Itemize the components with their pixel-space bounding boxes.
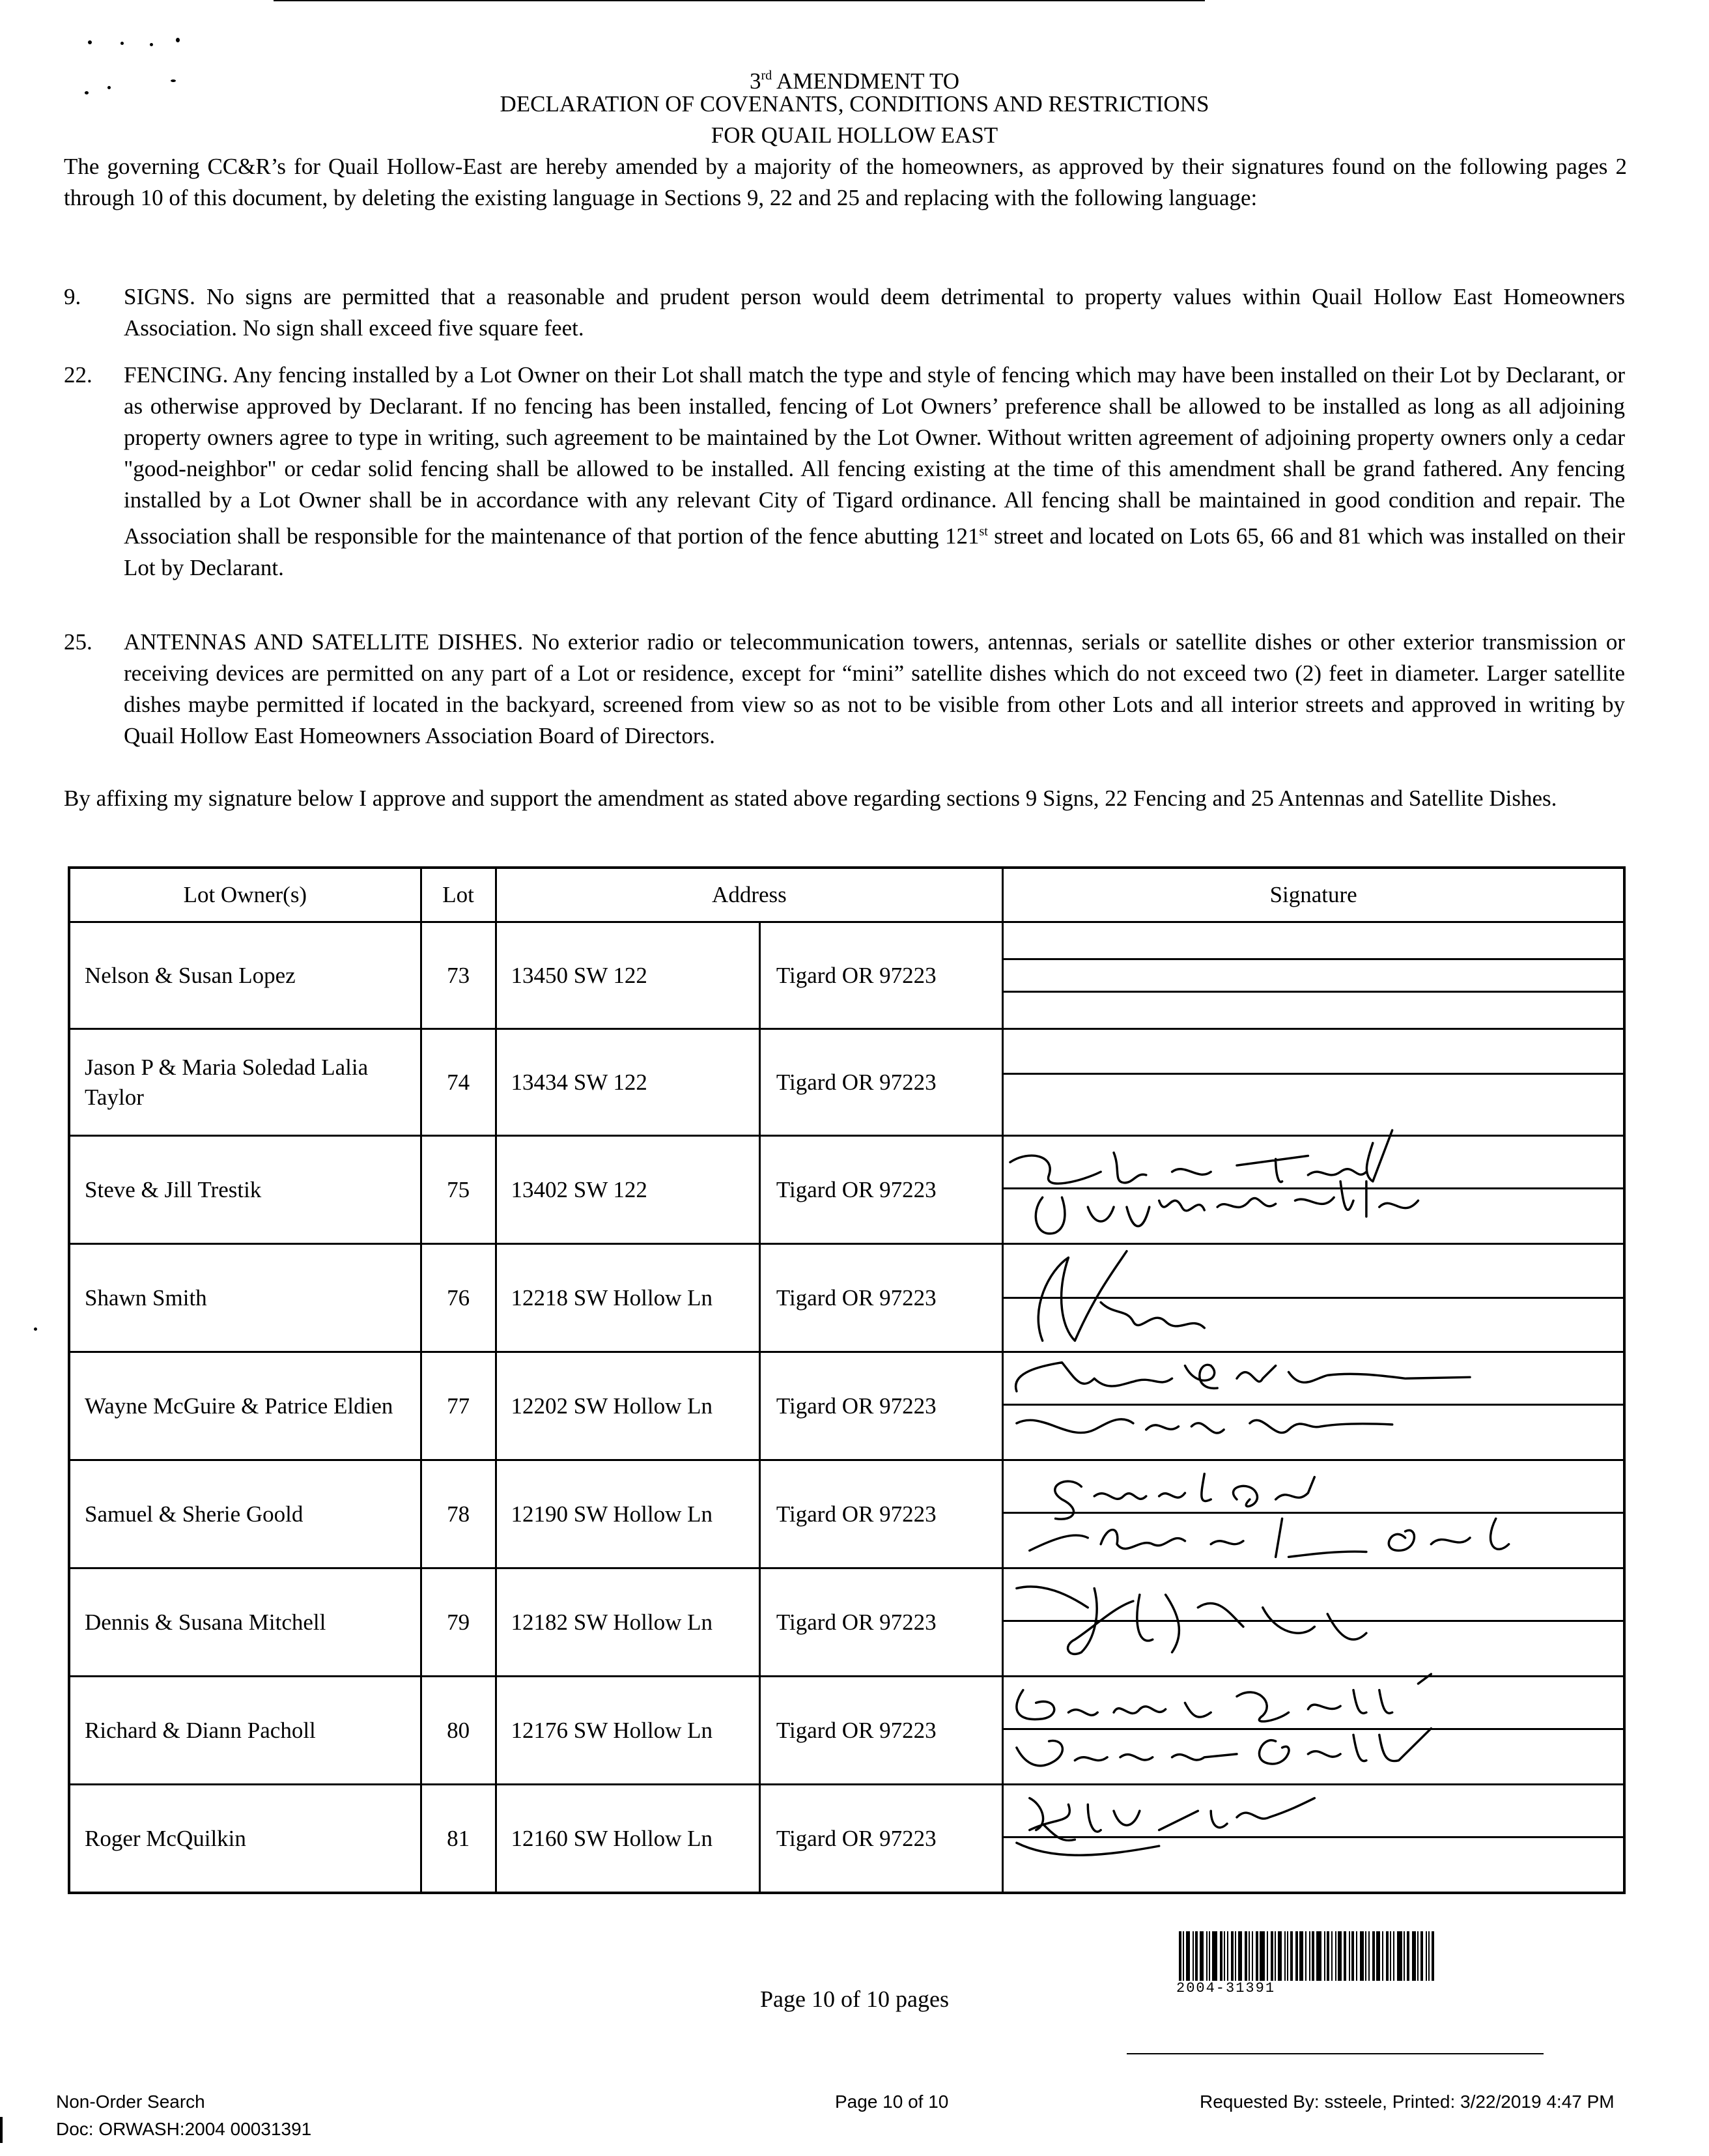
city-state-zip: Tigard OR 97223 — [759, 1352, 1002, 1460]
signature-line — [1004, 991, 1623, 993]
barcode-bar — [1206, 1931, 1208, 1981]
signature-cell — [1003, 922, 1624, 1029]
handwritten-signature — [1004, 1785, 1623, 1892]
owner-name: Samuel & Sherie Goold — [69, 1460, 421, 1568]
barcode-number: 2004-31391 — [1176, 1980, 1276, 1996]
barcode-bar — [1227, 1931, 1228, 1981]
barcode-bar — [1195, 1931, 1198, 1981]
barcode-bar — [1426, 1931, 1427, 1981]
barcode-bar — [1386, 1931, 1389, 1981]
city-state-zip: Tigard OR 97223 — [759, 1568, 1002, 1677]
barcode-bar — [1356, 1931, 1357, 1981]
signature-cell — [1003, 1460, 1624, 1568]
signature-cell — [1003, 1677, 1624, 1785]
barcode-bar — [1212, 1931, 1217, 1981]
city-state-zip: Tigard OR 97223 — [759, 1244, 1002, 1352]
table-row — [69, 1136, 1624, 1244]
barcode-bar — [1224, 1931, 1225, 1981]
barcode-bar — [1397, 1931, 1402, 1981]
handwritten-signature — [1004, 1245, 1623, 1351]
city-state-zip: Tigard OR 97223 — [759, 1460, 1002, 1568]
barcode-bar — [1252, 1931, 1253, 1981]
lot-number: 77 — [421, 1352, 496, 1460]
street-address: 13434 SW 122 — [496, 1029, 759, 1136]
section-25-number: 25. — [64, 629, 92, 655]
document-title-line1: 3rd AMENDMENT TO — [750, 68, 959, 94]
table-row — [69, 1352, 1624, 1460]
barcode-bar — [1316, 1931, 1321, 1981]
table-header-row — [69, 868, 1624, 922]
barcode-bar — [1275, 1931, 1276, 1981]
page-top-edge — [274, 0, 1205, 1]
barcode-bar — [1287, 1931, 1288, 1981]
owner-name: Dennis & Susana Mitchell — [69, 1568, 421, 1677]
signature-line — [1004, 1073, 1623, 1075]
table-row — [69, 1460, 1624, 1568]
barcode-bar — [1238, 1931, 1242, 1981]
barcode-bar — [1267, 1931, 1268, 1981]
lot-number: 79 — [421, 1568, 496, 1677]
lot-number: 76 — [421, 1244, 496, 1352]
signature-cell — [1003, 1352, 1624, 1460]
header-lot-owners: Lot Owner(s) — [69, 868, 421, 922]
lot-number: 75 — [421, 1136, 496, 1244]
barcode-bar — [1309, 1931, 1310, 1981]
scan-speck — [176, 38, 180, 42]
signature-cell — [1003, 1785, 1624, 1893]
footer-rule — [1127, 2053, 1544, 2054]
intro-paragraph: The governing CC&R’s for Quail Hollow-East are hereby amended by a majority of the homeowners, as approved by their signatures found on the following pages 2 through 10 of this document, by deleting the existing language in Sections 9, 22 and 25 and replacing with the following language: — [64, 154, 1627, 210]
scan-speck — [120, 42, 124, 45]
barcode-bar — [1271, 1931, 1273, 1981]
barcode-bar — [1245, 1931, 1247, 1981]
barcode-bar — [1305, 1931, 1306, 1981]
street-address: 12182 SW Hollow Ln — [496, 1568, 759, 1677]
street-address: 12202 SW Hollow Ln — [496, 1352, 759, 1460]
barcode-bar — [1349, 1931, 1350, 1981]
footer-doc-id: Doc: ORWASH:2004 00031391 — [56, 2119, 312, 2139]
handwritten-signature — [1004, 1569, 1623, 1675]
signature-cell — [1003, 1244, 1624, 1352]
scan-speck — [88, 40, 92, 44]
section-9-text: SIGNS. No signs are permitted that a reasonable and prudent person would deem detrimental to property values within Quail Hollow East Homeowners Association. No sign shall exceed five square feet. — [124, 284, 1625, 341]
lot-number: 80 — [421, 1677, 496, 1785]
barcode-bar — [1335, 1931, 1336, 1981]
city-state-zip: Tigard OR 97223 — [759, 1785, 1002, 1893]
barcode-bar — [1404, 1931, 1405, 1981]
barcode-bar — [1231, 1931, 1234, 1981]
barcode-bar — [1327, 1931, 1329, 1981]
barcode-bar — [1193, 1931, 1194, 1981]
street-address: 12160 SW Hollow Ln — [496, 1785, 759, 1893]
barcode-bar — [1372, 1931, 1375, 1981]
city-state-zip: Tigard OR 97223 — [759, 1029, 1002, 1136]
barcode-bar — [1376, 1931, 1380, 1981]
page-number-label: Page 10 of 10 pages — [760, 1986, 949, 2012]
header-signature: Signature — [1003, 868, 1624, 922]
table-row — [69, 1029, 1624, 1136]
street-address: 13402 SW 122 — [496, 1136, 759, 1244]
barcode-bar — [1312, 1931, 1314, 1981]
document-barcode — [1179, 1931, 1472, 1981]
table-row — [69, 922, 1624, 1029]
city-state-zip: Tigard OR 97223 — [759, 1677, 1002, 1785]
lot-number: 74 — [421, 1029, 496, 1136]
barcode-bar — [1432, 1931, 1434, 1981]
section-9-number: 9. — [64, 284, 81, 309]
barcode-bar — [1331, 1931, 1333, 1981]
barcode-bar — [1183, 1931, 1184, 1981]
barcode-bar — [1209, 1931, 1210, 1981]
lot-number: 73 — [421, 922, 496, 1029]
table-row — [69, 1568, 1624, 1677]
signature-cell — [1003, 1029, 1624, 1136]
approval-statement: By affixing my signature below I approve and support the amendment as stated above regarding sections 9 Signs, 22 Fencing and 25 Antennas and Satellite Dishes. — [64, 786, 1557, 811]
barcode-bar — [1235, 1931, 1236, 1981]
barcode-bar — [1295, 1931, 1298, 1981]
barcode-bar — [1417, 1931, 1419, 1981]
street-address: 12190 SW Hollow Ln — [496, 1460, 759, 1568]
owner-name: Jason P & Maria Soledad Lalia Taylor — [69, 1029, 421, 1136]
barcode-bar — [1324, 1931, 1325, 1981]
section-22-text: FENCING. Any fencing installed by a Lot Owner on their Lot shall match the type and style of fencing which may have been installed on their Lot by Declarant, or as otherwise approved by Declarant. If no fencing has been installed, fencing of Lot Owners’ preference shall be allowed to be installed as long as all adjoining property owners agree to type in writing, such agreement to be maintained by the Lot Owner. Without written agreement of adjoining property owners only a cedar "good-neighbor" or cedar solid fencing shall be allowed to be installed. All fencing existing at the time of this amendment shall be grand fathered. Any fencing installed by a Lot Owner shall be in accordance with any relevant City of Tigard ordinance. All fencing shall be maintained in good condition and repair. The Association shall be responsible for the maintenance of that portion of the fence abutting 121st street and located on Lots 65, 66 and 81 which was installed on their Lot by Declarant. — [124, 362, 1625, 580]
handwritten-signature — [1004, 1353, 1623, 1459]
page-left-edge — [0, 2117, 3, 2143]
barcode-bar — [1412, 1931, 1416, 1981]
barcode-bar — [1220, 1931, 1222, 1981]
barcode-bar — [1186, 1931, 1190, 1981]
barcode-bar — [1390, 1931, 1391, 1981]
barcode-bar — [1290, 1931, 1293, 1981]
table-row — [69, 1785, 1624, 1893]
lot-number: 78 — [421, 1460, 496, 1568]
barcode-bar — [1344, 1931, 1346, 1981]
barcode-bar — [1360, 1931, 1364, 1981]
document-title-line3: FOR QUAIL HOLLOW EAST — [711, 122, 998, 148]
owner-name: Shawn Smith — [69, 1244, 421, 1352]
footer-page: Page 10 of 10 — [835, 2092, 949, 2112]
barcode-bar — [1278, 1931, 1282, 1981]
owner-name: Nelson & Susan Lopez — [69, 922, 421, 1029]
owner-name: Roger McQuilkin — [69, 1785, 421, 1893]
barcode-bar — [1284, 1931, 1286, 1981]
street-address: 12176 SW Hollow Ln — [496, 1677, 759, 1785]
table-row — [69, 1244, 1624, 1352]
barcode-bar — [1428, 1931, 1430, 1981]
barcode-bar — [1260, 1931, 1265, 1981]
header-address: Address — [496, 868, 1003, 922]
city-state-zip: Tigard OR 97223 — [759, 922, 1002, 1029]
barcode-bar — [1179, 1931, 1181, 1981]
section-25-text: ANTENNAS AND SATELLITE DISHES. No exterior radio or telecommunication towers, antennas, serials or satellite dishes or other exterior transmission or receiving devices are permitted on any part of a Lot or residence, except for “mini” satellite dishes which do not exceed two (2) feet in diameter. Larger satellite dishes maybe permitted if located in the backyard, screened from view so as not to be visible from other Lots and all interior streets and approved in writing by Quail Hollow East Homeowners Association Board of Directors. — [124, 629, 1625, 748]
signature-cell — [1003, 1136, 1624, 1244]
barcode-bar — [1368, 1931, 1370, 1981]
lot-owners-table — [68, 866, 1626, 1894]
scan-speck — [34, 1327, 37, 1331]
signature-line — [1004, 958, 1623, 960]
footer-search-type: Non-Order Search — [56, 2092, 205, 2112]
owner-name: Richard & Diann Pacholl — [69, 1677, 421, 1785]
scan-speck — [150, 43, 153, 46]
signature-cell — [1003, 1568, 1624, 1677]
table-row — [69, 1677, 1624, 1785]
footer-requested-by: Requested By: ssteele, Printed: 3/22/2019 4:47 PM — [1200, 2092, 1615, 2112]
barcode-bar — [1256, 1931, 1258, 1981]
barcode-bar — [1338, 1931, 1342, 1981]
barcode-bar — [1351, 1931, 1354, 1981]
handwritten-signature — [1004, 1137, 1623, 1243]
handwritten-signature — [1004, 1461, 1623, 1567]
barcode-bar — [1382, 1931, 1383, 1981]
barcode-bar — [1249, 1931, 1250, 1981]
document-title-line2: DECLARATION OF COVENANTS, CONDITIONS AND RESTRICTIONS — [500, 91, 1209, 117]
owner-name: Steve & Jill Trestik — [69, 1136, 421, 1244]
barcode-bar — [1407, 1931, 1409, 1981]
barcode-bar — [1393, 1931, 1394, 1981]
handwritten-signature — [1004, 1677, 1623, 1783]
barcode-bar — [1200, 1931, 1204, 1981]
owner-name: Wayne McGuire & Patrice Eldien — [69, 1352, 421, 1460]
header-lot: Lot — [421, 868, 496, 922]
section-22-number: 22. — [64, 362, 92, 388]
barcode-bar — [1365, 1931, 1366, 1981]
street-address: 13450 SW 122 — [496, 922, 759, 1029]
lot-number: 81 — [421, 1785, 496, 1893]
barcode-bar — [1299, 1931, 1303, 1981]
city-state-zip: Tigard OR 97223 — [759, 1136, 1002, 1244]
street-address: 12218 SW Hollow Ln — [496, 1244, 759, 1352]
barcode-bar — [1420, 1931, 1423, 1981]
